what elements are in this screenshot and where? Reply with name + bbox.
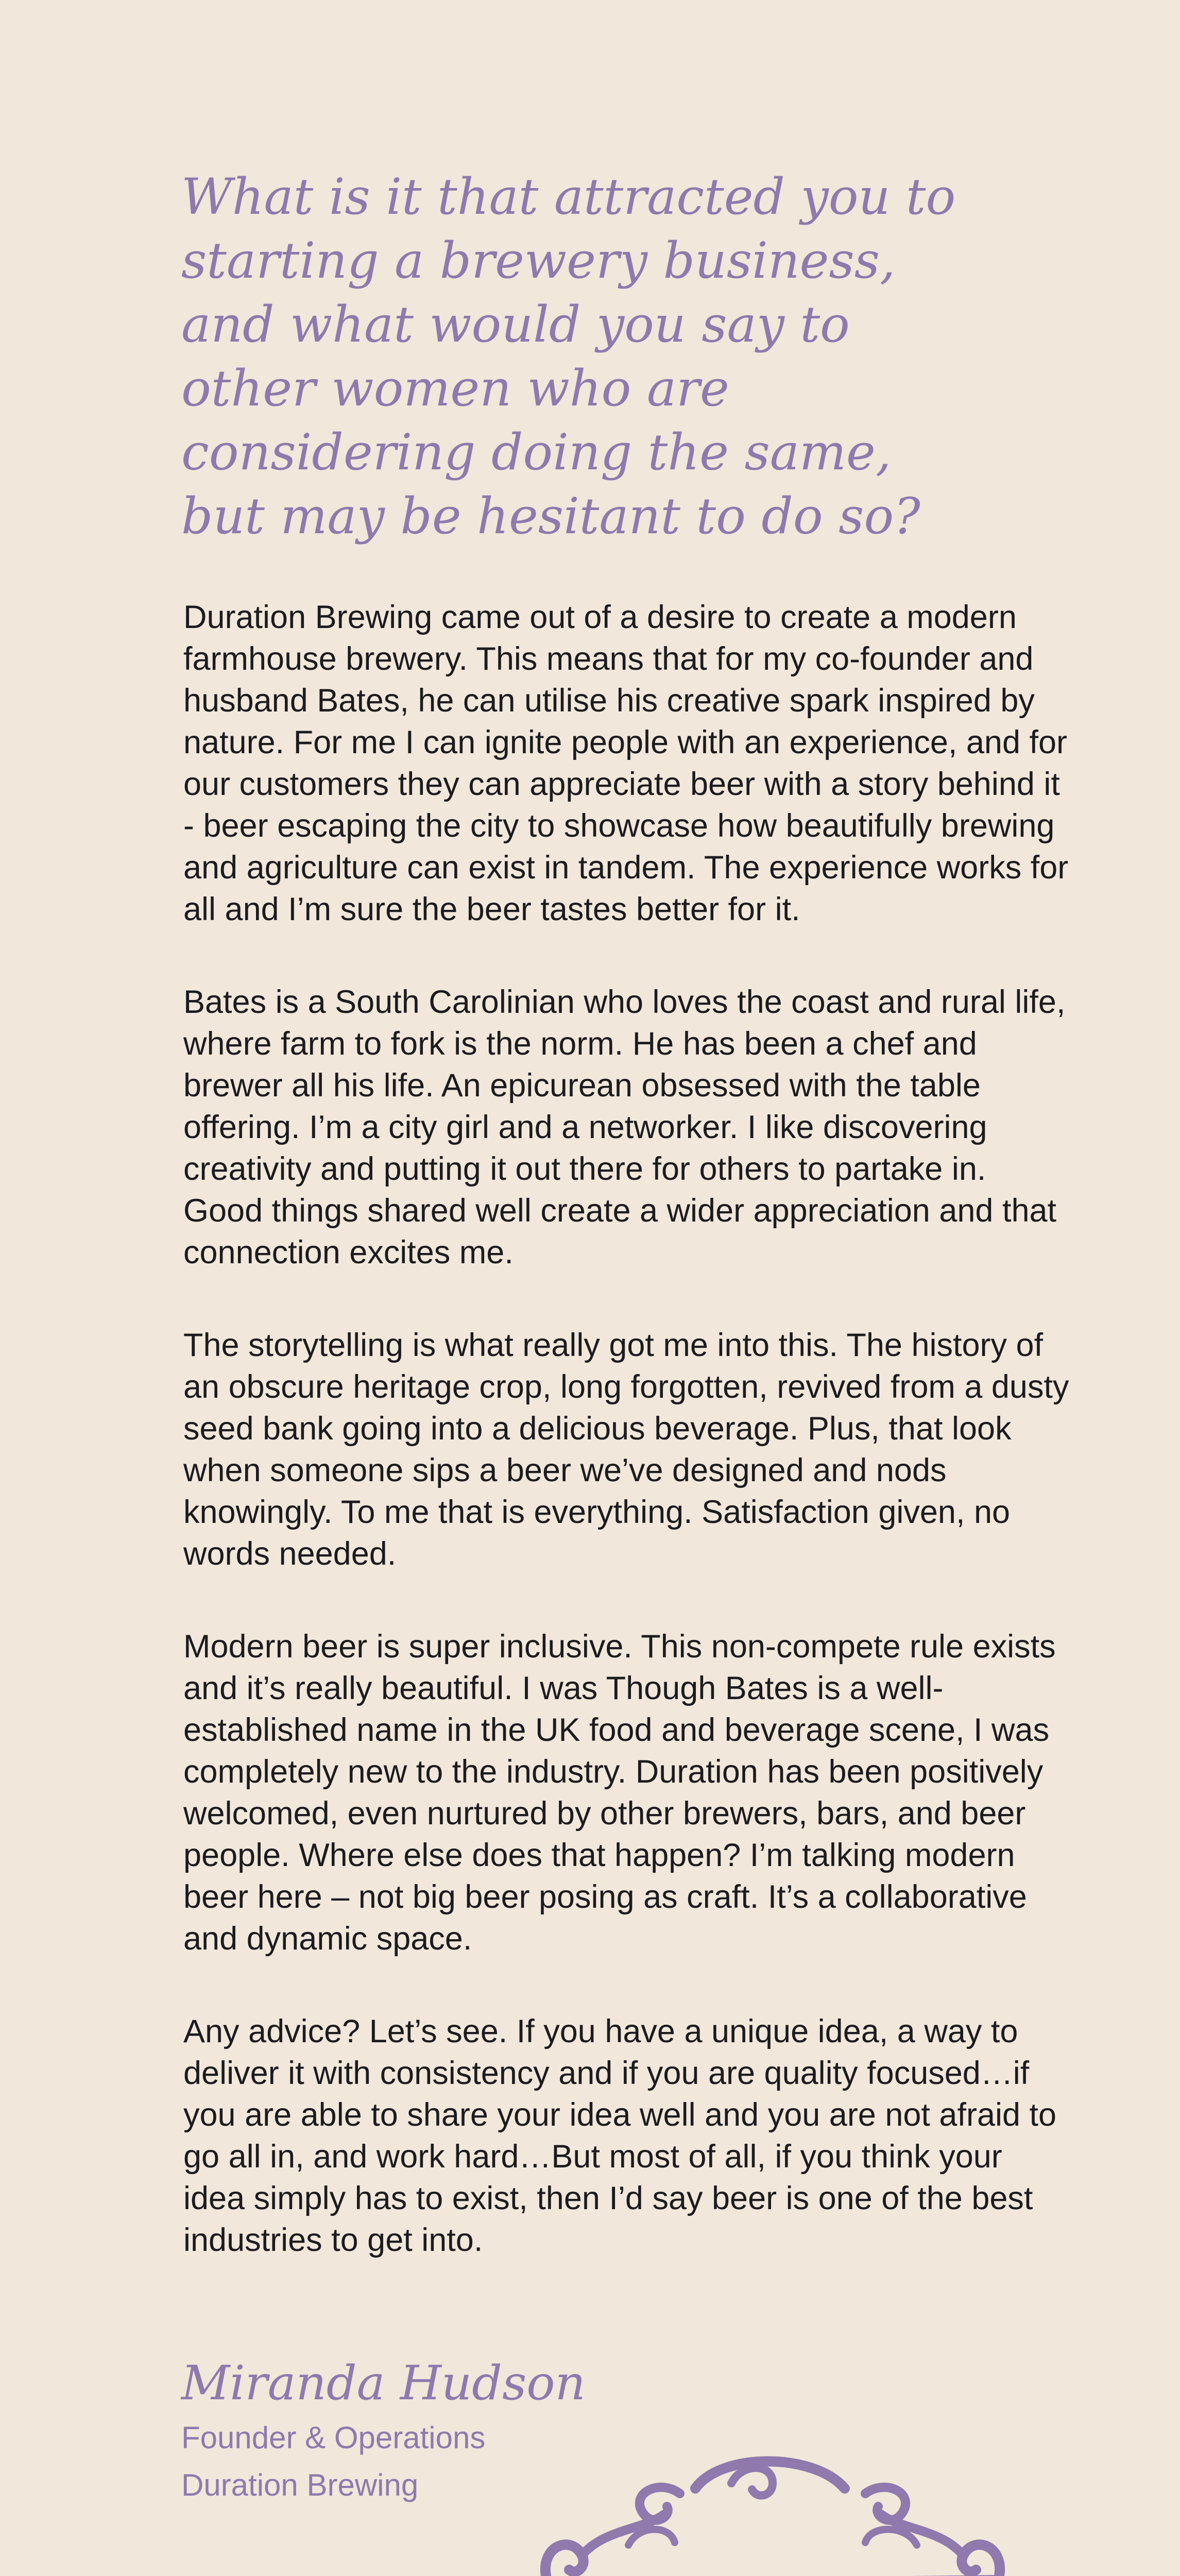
signature-name: Miranda Hudson [181, 2355, 586, 2411]
answer-paragraph: Modern beer is super inclusive. This non-compete rule exists and it’s really beautiful. I was Though Bates is a well-established name in the UK food and beverage scene, I was completely new to the industry. Duration has been positively welcomed, even nurtured by other brewers, bars, and beer people. Where else does that happen? I’m talking modern beer here – not big beer posing as craft. It’s a collaborative and dynamic space. [183, 1629, 1056, 1957]
framed-portrait-sign-illustration [525, 2452, 1020, 2576]
answer-paragraph: The storytelling is what really got me into this. The history of an obscure heritage crop, long forgotten, revived from a dusty seed bank going into a delicious beverage. Plus, that look when someone sips a beer we’ve designed and nods knowingly. To me that is everything. Satisfaction given, no words needed. [183, 1327, 1069, 1572]
interview-question: What is it that attracted you to starting a brewery business, and what would you say to other women who are considering doing the same, but may be hesitant to do so? [181, 168, 956, 545]
answer-paragraph: Any advice? Let’s see. If you have a unique idea, a way to deliver it with consistency and if you are quality focused…if you are able to share your idea well and you are not afraid to go all in, and work hard…But most of all, if you think your idea simply has to exist, then I’d say beer is one of the best industries to get into. [183, 2013, 1057, 2258]
answer-paragraph: Duration Brewing came out of a desire to create a modern farmhouse brewery. This means that for my co-founder and husband Bates, he can utilise his creative spark inspired by nature. For me I can ignite people with an experience, and for our customers they can appreciate beer with a story behind it - beer escaping the city to showcase how beautifully brewing and agriculture can exist in tandem. The experience works for all and I’m sure the beer tastes better for it. [183, 599, 1069, 927]
answer-paragraph: Bates is a South Carolinian who loves the coast and rural life, where farm to fork is the norm. He has been a chef and brewer all his life. An epicurean obsessed with the table offering. I’m a city girl and a networker. I like discovering creativity and putting it out there for others to partake in. Good things shared well create a wider appreciation and that connection excites me. [183, 984, 1066, 1270]
answer-body [183, 597, 1069, 2312]
signature-role: Founder & Operations [181, 2420, 486, 2455]
signature-company: Duration Brewing [181, 2468, 419, 2502]
